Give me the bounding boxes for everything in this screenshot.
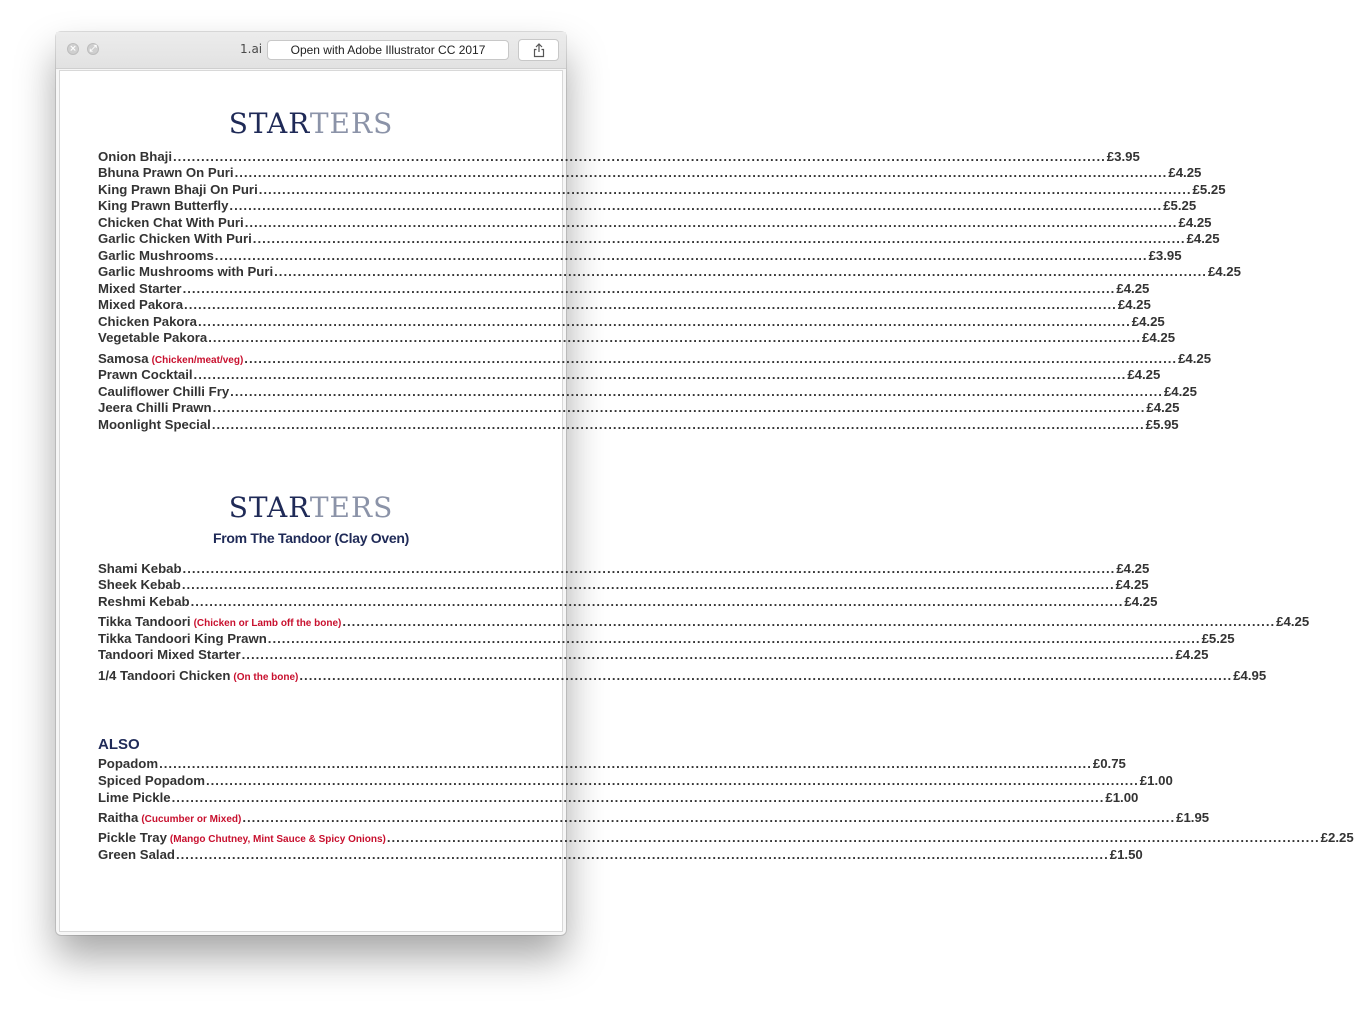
item-name: Tandoori Mixed Starter bbox=[98, 647, 241, 662]
dot-leader: ........................................................................................................................................................................................................ bbox=[159, 756, 1092, 771]
starter-menu-item bbox=[98, 215, 1212, 231]
starter-menu-item bbox=[98, 165, 1202, 181]
starter-menu-item bbox=[98, 149, 1140, 165]
title-bar bbox=[56, 32, 566, 69]
item-price: £4.25 bbox=[1163, 384, 1197, 399]
dot-leader: ........................................................................................................................................................................................................ bbox=[267, 631, 1201, 646]
item-name: Onion Bhaji bbox=[98, 149, 172, 164]
tandoor-menu-item bbox=[98, 594, 1158, 610]
dot-leader: ........................................................................................................................................................................................................ bbox=[214, 248, 1148, 263]
item-price: £3.95 bbox=[1148, 248, 1182, 263]
item-price: £4.25 bbox=[1131, 314, 1165, 329]
starter-menu-item bbox=[98, 367, 1161, 383]
item-note: (On the bone) bbox=[233, 672, 299, 683]
item-price: £4.25 bbox=[1117, 297, 1151, 312]
dot-leader: ........................................................................................................................................................................................................ bbox=[229, 198, 1163, 213]
share-icon bbox=[532, 43, 546, 58]
dot-leader: ........................................................................................................................................................................................................ bbox=[252, 231, 1186, 246]
item-name: Reshmi Kebab bbox=[98, 594, 190, 609]
item-price: £4.25 bbox=[1115, 577, 1149, 592]
item-name: 1/4 Tandoori Chicken bbox=[98, 668, 231, 683]
item-name: Samosa bbox=[98, 351, 149, 366]
starter-menu-item bbox=[98, 297, 1151, 313]
also-heading: ALSO bbox=[98, 736, 140, 753]
item-name: Cauliflower Chilli Fry bbox=[98, 384, 230, 399]
starter-menu-item bbox=[98, 330, 1176, 346]
fullscreen-button[interactable]: ⤢ bbox=[87, 43, 99, 55]
item-note: (Chicken/meat/veg) bbox=[151, 355, 244, 366]
item-name: Tikka Tandoori bbox=[98, 614, 191, 629]
dot-leader: ........................................................................................................................................................................................................ bbox=[205, 773, 1139, 788]
item-price: £1.00 bbox=[1139, 773, 1173, 788]
item-price: £4.95 bbox=[1233, 668, 1267, 683]
also-menu-item bbox=[98, 847, 1143, 863]
dot-leader: ........................................................................................................................................................................................................ bbox=[181, 577, 1115, 592]
starter-menu-item bbox=[98, 417, 1179, 433]
dot-leader: ........................................................................................................................................................................................................ bbox=[242, 810, 1176, 825]
dot-leader: ........................................................................................................................................................................................................ bbox=[175, 847, 1109, 862]
dot-leader: ........................................................................................................................................................................................................ bbox=[342, 614, 1276, 629]
item-name: Pickle Tray bbox=[98, 830, 167, 845]
item-name: Jeera Chilli Prawn bbox=[98, 400, 212, 415]
item-name: Sheek Kebab bbox=[98, 577, 181, 592]
item-note: (Cucumber or Mixed) bbox=[141, 814, 242, 825]
starters-heading: STARTERS bbox=[228, 107, 394, 140]
item-price: £4.25 bbox=[1178, 351, 1212, 366]
dot-leader: ........................................................................................................................................................................................................ bbox=[258, 182, 1192, 197]
item-price: £4.25 bbox=[1116, 561, 1150, 576]
dot-leader: ........................................................................................................................................................................................................ bbox=[182, 561, 1116, 576]
item-name: King Prawn Bhaji On Puri bbox=[98, 182, 258, 197]
dot-leader: ........................................................................................................................................................................................................ bbox=[171, 790, 1105, 805]
starter-menu-item bbox=[98, 281, 1150, 297]
item-price: £4.25 bbox=[1124, 594, 1158, 609]
item-price: £1.95 bbox=[1176, 810, 1210, 825]
dot-leader: ........................................................................................................................................................................................................ bbox=[241, 647, 1175, 662]
also-menu-item bbox=[98, 810, 1210, 826]
starter-menu-item bbox=[98, 198, 1197, 214]
item-price: £4.25 bbox=[1178, 215, 1212, 230]
tandoor-menu-item bbox=[98, 561, 1150, 577]
dot-leader: ........................................................................................................................................................................................................ bbox=[244, 215, 1178, 230]
also-menu-item bbox=[98, 756, 1126, 772]
item-price: £4.25 bbox=[1207, 264, 1241, 279]
item-price: £5.25 bbox=[1201, 631, 1235, 646]
tandoor-menu-item bbox=[98, 614, 1310, 630]
share-button[interactable] bbox=[518, 39, 559, 61]
item-price: £2.25 bbox=[1320, 830, 1354, 845]
dot-leader: ........................................................................................................................................................................................................ bbox=[230, 384, 1163, 399]
tandoor-subheading: From The Tandoor (Clay Oven) bbox=[213, 530, 409, 546]
item-name: King Prawn Butterfly bbox=[98, 198, 229, 213]
item-price: £1.00 bbox=[1105, 790, 1139, 805]
item-name: Moonlight Special bbox=[98, 417, 211, 432]
dot-leader: ........................................................................................................................................................................................................ bbox=[193, 367, 1127, 382]
item-price: £4.25 bbox=[1276, 614, 1310, 629]
dot-leader: ........................................................................................................................................................................................................ bbox=[234, 165, 1168, 180]
dot-leader: ........................................................................................................................................................................................................ bbox=[197, 314, 1131, 329]
dot-leader: ........................................................................................................................................................................................................ bbox=[190, 594, 1124, 609]
item-name: Shami Kebab bbox=[98, 561, 182, 576]
tandoor-menu-item bbox=[98, 631, 1235, 647]
starter-menu-item bbox=[98, 231, 1220, 247]
item-name: Tikka Tandoori King Prawn bbox=[98, 631, 267, 646]
item-price: £4.25 bbox=[1168, 165, 1202, 180]
tandoor-menu-item bbox=[98, 647, 1209, 663]
document-page bbox=[59, 70, 1354, 932]
tandoor-menu-item bbox=[98, 577, 1149, 593]
dot-leader: ........................................................................................................................................................................................................ bbox=[244, 351, 1178, 366]
item-name: Popadom bbox=[98, 756, 159, 771]
item-note: (Chicken or Lamb off the bone) bbox=[193, 618, 342, 629]
close-button[interactable]: × bbox=[67, 43, 79, 55]
item-name: Chicken Pakora bbox=[98, 314, 197, 329]
item-price: £0.75 bbox=[1092, 756, 1126, 771]
quicklook-window bbox=[56, 32, 1354, 935]
starter-menu-item bbox=[98, 248, 1182, 264]
starter-menu-item bbox=[98, 384, 1197, 400]
dot-leader: ........................................................................................................................................................................................................ bbox=[211, 417, 1145, 432]
dot-leader: ........................................................................................................................................................................................................ bbox=[184, 297, 1117, 312]
dot-leader: ........................................................................................................................................................................................................ bbox=[299, 668, 1233, 683]
item-name: Mixed Pakora bbox=[98, 297, 184, 312]
item-price: £4.25 bbox=[1186, 231, 1220, 246]
dot-leader: ........................................................................................................................................................................................................ bbox=[173, 149, 1106, 164]
open-with-illustrator-button[interactable]: Open with Adobe Illustrator CC 2017 bbox=[267, 40, 509, 60]
starter-menu-item bbox=[98, 351, 1212, 367]
starter-menu-item bbox=[98, 182, 1226, 198]
item-name: Green Salad bbox=[98, 847, 175, 862]
starter-menu-item bbox=[98, 314, 1165, 330]
also-menu-item bbox=[98, 773, 1173, 789]
dot-leader: ........................................................................................................................................................................................................ bbox=[274, 264, 1207, 279]
item-name: Spiced Popadom bbox=[98, 773, 205, 788]
dot-leader: ........................................................................................................................................................................................................ bbox=[208, 330, 1142, 345]
item-note: (Mango Chutney, Mint Sauce & Spicy Onions) bbox=[169, 834, 386, 845]
item-name: Raitha bbox=[98, 810, 139, 825]
item-name: Vegetable Pakora bbox=[98, 330, 208, 345]
item-price: £5.25 bbox=[1192, 182, 1226, 197]
item-price: £5.25 bbox=[1163, 198, 1197, 213]
item-name: Garlic Mushrooms with Puri bbox=[98, 264, 274, 279]
item-name: Garlic Chicken With Puri bbox=[98, 231, 252, 246]
item-price: £4.25 bbox=[1175, 647, 1209, 662]
also-menu-item bbox=[98, 830, 1354, 846]
also-menu-item bbox=[98, 790, 1139, 806]
item-price: £3.95 bbox=[1106, 149, 1140, 164]
item-price: £4.25 bbox=[1142, 330, 1176, 345]
item-name: Bhuna Prawn On Puri bbox=[98, 165, 234, 180]
starter-menu-item bbox=[98, 400, 1180, 416]
item-name: Garlic Mushrooms bbox=[98, 248, 214, 263]
item-price: £4.25 bbox=[1127, 367, 1161, 382]
item-price: £4.25 bbox=[1116, 281, 1150, 296]
tandoor-menu-item bbox=[98, 668, 1267, 684]
dot-leader: ........................................................................................................................................................................................................ bbox=[182, 281, 1116, 296]
starter-menu-item bbox=[98, 264, 1241, 280]
item-price: £5.95 bbox=[1145, 417, 1179, 432]
window-filename: 1.ai bbox=[240, 42, 263, 56]
dot-leader: ........................................................................................................................................................................................................ bbox=[386, 830, 1320, 845]
item-name: Chicken Chat With Puri bbox=[98, 215, 244, 230]
item-price: £1.50 bbox=[1109, 847, 1143, 862]
item-name: Mixed Starter bbox=[98, 281, 182, 296]
tandoor-starters-heading: STARTERS bbox=[228, 491, 394, 524]
item-price: £4.25 bbox=[1146, 400, 1180, 415]
item-name: Lime Pickle bbox=[98, 790, 171, 805]
item-name: Prawn Cocktail bbox=[98, 367, 193, 382]
dot-leader: ........................................................................................................................................................................................................ bbox=[212, 400, 1146, 415]
